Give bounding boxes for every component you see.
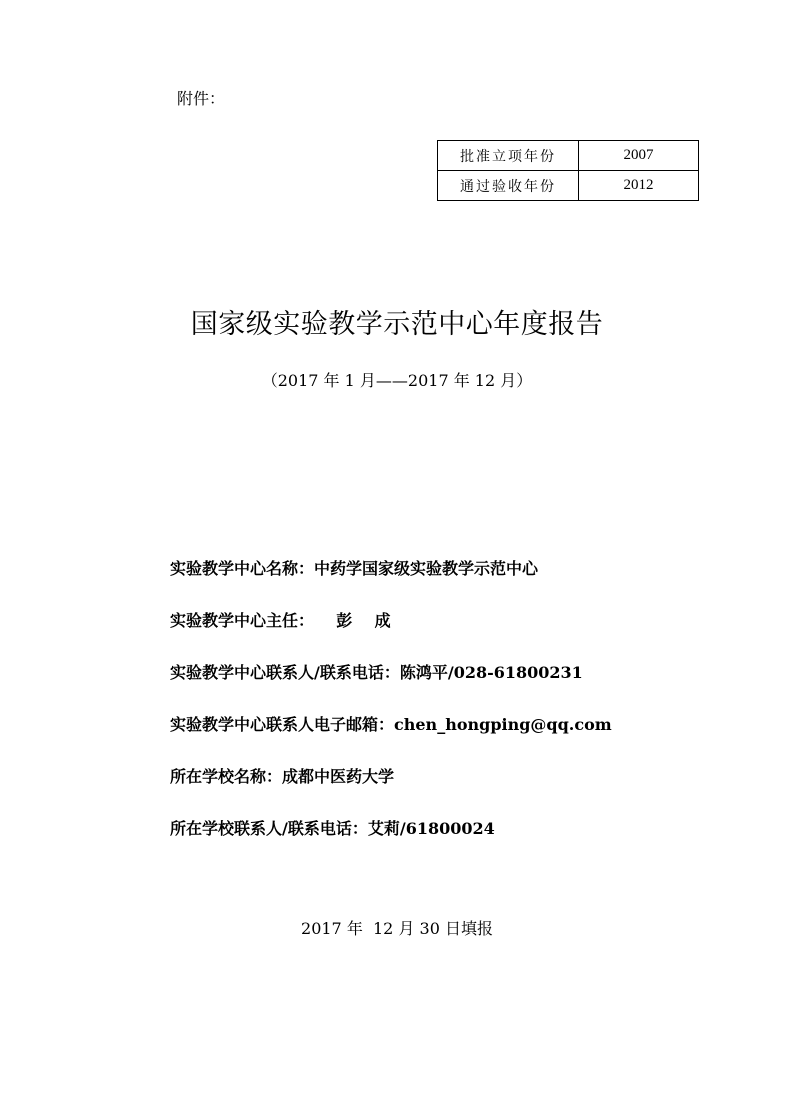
table-row bbox=[438, 171, 699, 201]
center-name-field: 实验教学中心名称：中药学国家级实验教学示范中心 bbox=[170, 559, 539, 578]
center-contact-field: 实验教学中心联系人/联系电话：陈鸿平/028-61800231 bbox=[170, 663, 583, 682]
acceptance-year-value: 2012 bbox=[579, 171, 699, 201]
project-year-table bbox=[437, 140, 699, 201]
attachment-label: 附件： bbox=[177, 89, 226, 108]
table-row bbox=[438, 141, 699, 171]
fill-date: 2017 年 12 月 30 日填报 bbox=[301, 919, 493, 938]
approval-year-value: 2007 bbox=[579, 141, 699, 171]
school-contact-field: 所在学校联系人/联系电话：艾莉/61800024 bbox=[170, 819, 495, 838]
center-director-field: 实验教学中心主任： 彭 成 bbox=[170, 611, 391, 630]
report-title: 国家级实验教学示范中心年度报告 bbox=[190, 309, 604, 340]
center-email-field: 实验教学中心联系人电子邮箱：chen_hongping@qq.com bbox=[170, 715, 612, 734]
school-name-field: 所在学校名称：成都中医药大学 bbox=[170, 767, 395, 786]
approval-year-label: 批准立项年份 bbox=[438, 141, 579, 171]
report-period: （2017 年 1 月——2017 年 12 月） bbox=[261, 371, 533, 390]
acceptance-year-label: 通过验收年份 bbox=[438, 171, 579, 201]
